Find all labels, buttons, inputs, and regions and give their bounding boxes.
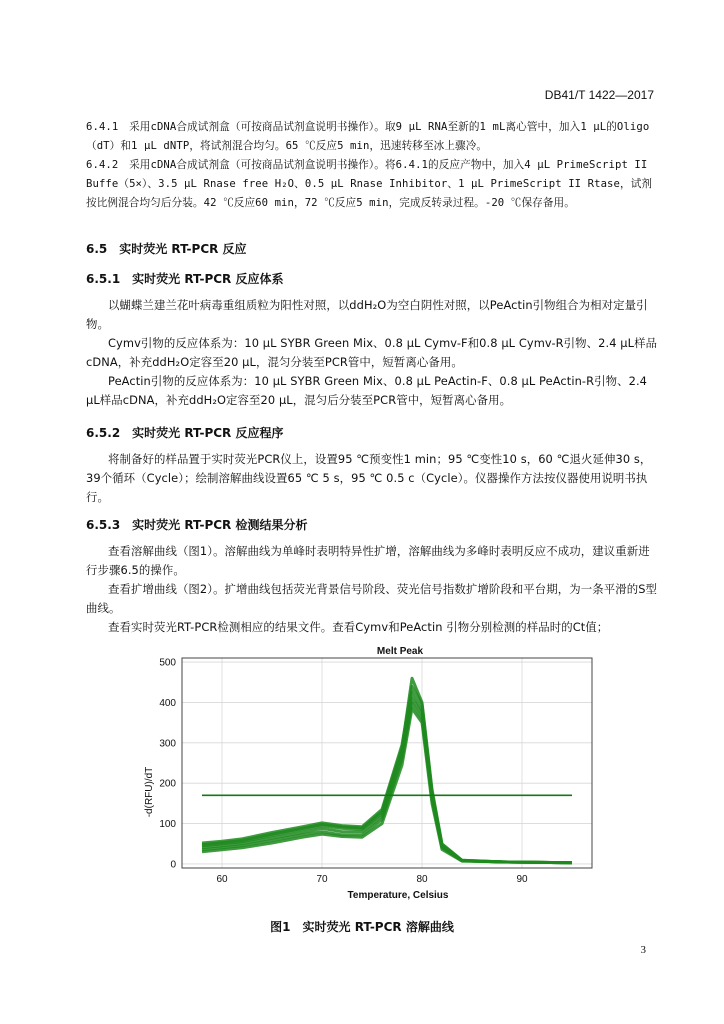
melt-peak-chart-svg <box>140 642 600 904</box>
x-tick-label: 80 <box>416 874 428 885</box>
x-axis-label: Temperature, Celsius <box>347 890 449 901</box>
x-tick-label: 60 <box>216 874 228 885</box>
section-6-5-1 <box>86 296 658 410</box>
y-tick-label: 500 <box>159 657 176 669</box>
paragraph-6-4-2: 6.4.2 采用cDNA合成试剂盒（可按商品试剂盒说明书操作）。将6.4.1的反应产物中，加入4 μL PrimeScript II Buffe（5×）、3.5 μL Rnase free H₂O、0.5 μL Rnase Inhibitor、1 μL PrimeScript II Rtase，试剂按比例混合均匀后分装。42 ℃反应60 min，72 ℃反应5 min，完成反转录过程。-20 ℃保存备用。 <box>86 159 653 209</box>
figure-caption: 图1 实时荧光 RT-PCR 溶解曲线 <box>270 920 454 934</box>
paragraph-6-5-1-a: 以蝴蝶兰建兰花叶病毒重组质粒为阳性对照，以ddH₂O为空白阴性对照，以PeActin引物组合为相对定量引物。 <box>86 298 648 331</box>
y-tick-label: 0 <box>170 859 176 871</box>
chart-title: Melt Peak <box>376 646 424 657</box>
x-tick-label: 90 <box>516 874 528 885</box>
paragraph-6-4-1: 6.4.1 采用cDNA合成试剂盒（可按商品试剂盒说明书操作）。取9 μL RNA至新的1 mL离心管中，加入1 μL的Oligo（dT）和1 μL dNTP，将试剂混合均匀。65 ℃反应5 min，迅速转移至冰上骤冷。 <box>86 121 650 152</box>
heading-6-5-1: 6.5.1 实时荧光 RT-PCR 反应体系 <box>86 272 284 286</box>
section-6-4-1 <box>86 118 658 156</box>
paragraph-6-5-3-b: 查看扩增曲线（图2）。扩增曲线包括荧光背景信号阶段、荧光信号指数扩增阶段和平台期，为一条平滑的S型曲线。 <box>86 582 658 615</box>
section-6-5-3 <box>86 542 658 637</box>
paragraph-6-5-1-c: PeActin引物的反应体系为：10 μL SYBR Green Mix、0.8 μL PeActin-F、0.8 μL PeActin-R引物、2.4 μL样品cDNA，补充ddH₂O定容至20 μL，混匀后分装至PCR管中，短暂离心备用。 <box>86 374 648 407</box>
paragraph-6-5-1-b: Cymv引物的反应体系为：10 μL SYBR Green Mix、0.8 μL Cymv-F和0.8 μL Cymv-R引物、2.4 μL样品cDNA，补充ddH₂O定容至20 μL，混匀分装至PCR管中，短暂离心备用。 <box>86 336 658 369</box>
heading-6-5-2: 6.5.2 实时荧光 RT-PCR 反应程序 <box>86 426 284 440</box>
section-6-4-2 <box>86 156 658 213</box>
page-number: 3 <box>640 944 646 956</box>
paragraph-6-5-2: 将制备好的样品置于实时荧光PCR仪上，设置95 ℃预变性1 min；95 ℃变性10 s，60 ℃退火延伸30 s，39个循环（Cycle）；绘制溶解曲线设置65 ℃ 5 s，95 ℃ 0.5 c（Cycle）。仪器操作方法按仪器使用说明书执行。 <box>86 452 652 504</box>
x-tick-label: 70 <box>316 874 328 885</box>
melt-peak-chart <box>140 642 600 904</box>
paragraph-6-5-3-a: 查看溶解曲线（图1）。溶解曲线为单峰时表明特异性扩增，溶解曲线为多峰时表明反应不成功，建议重新进行步骤6.5的操作。 <box>86 544 650 577</box>
section-6-5-2 <box>86 450 658 507</box>
heading-6-5-3: 6.5.3 实时荧光 RT-PCR 检测结果分析 <box>86 518 308 532</box>
paragraph-6-5-3-c: 查看实时荧光RT-PCR检测相应的结果文件。查看Cymv和PeActin 引物分别检测的样品时的Ct值； <box>108 620 609 634</box>
y-tick-label: 200 <box>159 778 176 790</box>
heading-6-5: 6.5 实时荧光 RT-PCR 反应 <box>86 242 247 256</box>
standard-number: DB41/T 1422—2017 <box>544 88 654 102</box>
chart-background <box>140 642 600 904</box>
y-tick-label: 300 <box>159 738 176 750</box>
y-tick-label: 400 <box>159 697 176 709</box>
y-axis-label: -d(RFU)/dT <box>144 766 155 818</box>
y-tick-label: 100 <box>159 819 176 831</box>
